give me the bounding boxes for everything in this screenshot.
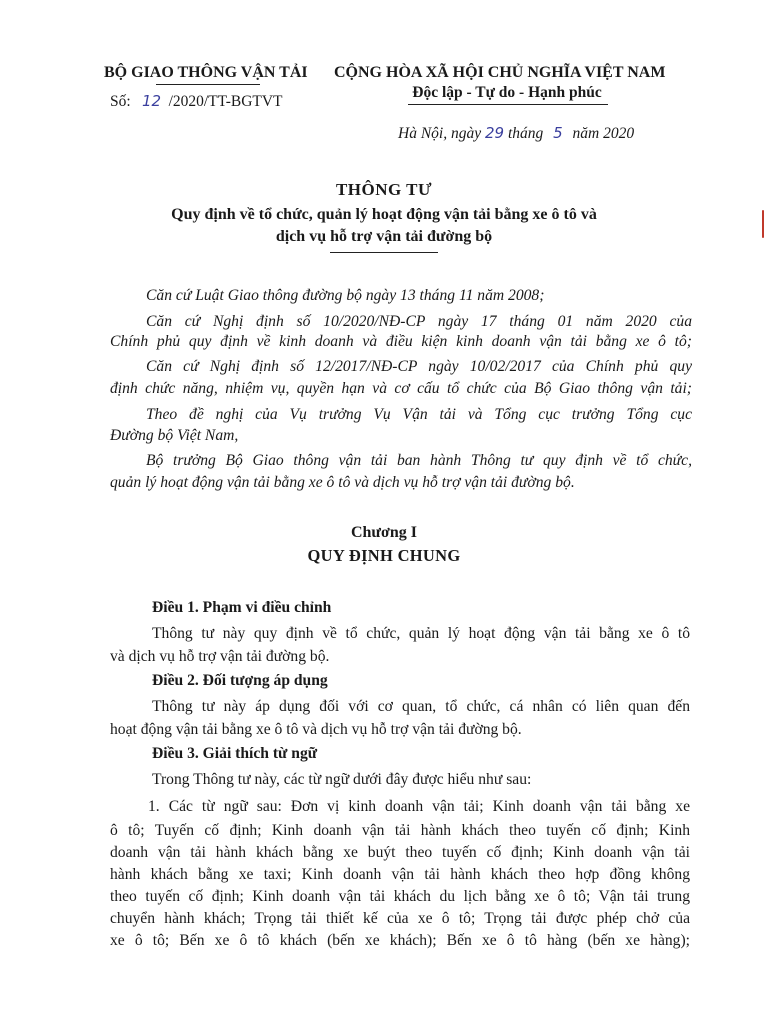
preamble-p5-l1: Bộ trưởng Bộ Giao thông vận tải ban hành Thông tư quy định về tổ chức, xyxy=(146,452,692,469)
article-3-line: ô tô; Tuyến cố định; Kinh doanh vận tải hành khách theo tuyến cố định; Kinh xyxy=(110,822,690,839)
title-underline xyxy=(330,252,438,253)
preamble-p3-l1: Căn cứ Nghị định số 12/2017/NĐ-CP ngày 10/02/2017 của Chính phủ quy xyxy=(146,358,692,375)
article-3-line: doanh vận tải hành khách bằng xe buýt theo tuyến cố định; Kinh doanh vận tải xyxy=(110,844,690,861)
article-3-line: theo tuyến cố định; Kinh doanh vận tải khách du lịch bằng xe ô tô; Vận tải trung xyxy=(110,888,690,905)
date-year: năm 2020 xyxy=(572,125,635,142)
date-day: 29 xyxy=(484,124,505,142)
article-2-l1: Thông tư này áp dụng đối với cơ quan, tổ chức, cá nhân có liên quan đến xyxy=(152,698,690,715)
article-2-l2: hoạt động vận tải bằng xe ô tô và dịch vụ hỗ trợ vận tải đường bộ. xyxy=(110,721,522,738)
document-number xyxy=(110,92,283,111)
date-prefix: Hà Nội, ngày xyxy=(398,125,482,142)
doc-type-title: THÔNG TƯ xyxy=(335,180,433,199)
motto-underline xyxy=(408,104,608,105)
preamble-p4-l2: Đường bộ Việt Nam, xyxy=(110,427,239,444)
ministry-name: BỘ GIAO THÔNG VẬN TẢI xyxy=(104,64,308,81)
chapter-title: QUY ĐỊNH CHUNG xyxy=(307,546,461,565)
article-2-title: Điều 2. Đối tượng áp dụng xyxy=(152,672,328,689)
motto: Độc lập - Tự do - Hạnh phúc xyxy=(412,84,602,101)
article-3-intro: Trong Thông tư này, các từ ngữ dưới đây được hiểu như sau: xyxy=(152,771,532,788)
article-3-title: Điều 3. Giải thích từ ngữ xyxy=(152,745,318,762)
number-prefix: Số: xyxy=(110,93,131,110)
article-3-line: 1. Các từ ngữ sau: Đơn vị kinh doanh vận tải; Kinh doanh vận tải bằng xe xyxy=(148,798,690,815)
issue-date xyxy=(398,124,634,143)
article-1-title: Điều 1. Phạm vi điều chỉnh xyxy=(152,599,332,616)
preamble-p2-l1: Căn cứ Nghị định số 10/2020/NĐ-CP ngày 17 tháng 01 năm 2020 của xyxy=(146,313,692,330)
republic-name: CỘNG HÒA XÃ HỘI CHỦ NGHĨA VIỆT NAM xyxy=(334,64,666,81)
date-month-label: tháng xyxy=(507,125,544,142)
article-3-line: xe ô tô; Bến xe ô tô khách (bến xe khách); Bến xe ô tô hàng (bến xe hàng); xyxy=(110,932,690,949)
chapter-label: Chương I xyxy=(350,524,418,541)
preamble-p5-l2: quản lý hoạt động vận tải bằng xe ô tô và dịch vụ hỗ trợ vận tải đường bộ. xyxy=(110,474,575,491)
ministry-underline xyxy=(156,84,260,85)
article-3-line: hành khách bằng xe taxi; Kinh doanh vận tải hành khách theo hợp đồng không xyxy=(110,866,690,883)
preamble-p4-l1: Theo đề nghị của Vụ trưởng Vụ Vận tải và Tổng cục trưởng Tổng cục xyxy=(146,406,692,423)
seal-edge-mark xyxy=(762,210,764,238)
preamble-p1: Căn cứ Luật Giao thông đường bộ ngày 13 tháng 11 năm 2008; xyxy=(146,287,545,304)
preamble-p3-l2: định chức năng, nhiệm vụ, quyền hạn và cơ cấu tổ chức của Bộ Giao thông vận tải; xyxy=(110,380,692,397)
article-1-l2: và dịch vụ hỗ trợ vận tải đường bộ. xyxy=(110,648,330,665)
article-3-line: chuyển hành khách; Trọng tải thiết kế của xe ô tô; Trọng tải được phép chở của xyxy=(110,910,690,927)
doc-subject-line1: Quy định về tổ chức, quản lý hoạt động vận tải bằng xe ô tô và xyxy=(171,206,597,223)
doc-subject-line2: dịch vụ hỗ trợ vận tải đường bộ xyxy=(275,228,493,245)
preamble-p2-l2: Chính phủ quy định về kinh doanh và điều kiện kinh doanh vận tải bằng xe ô tô; xyxy=(110,333,692,350)
number-handwritten: 12 xyxy=(142,92,162,110)
article-1-l1: Thông tư này quy định về tổ chức, quản lý hoạt động vận tải bằng xe ô tô xyxy=(152,625,690,642)
date-month: 5 xyxy=(553,124,563,142)
number-suffix: /2020/TT-BGTVT xyxy=(168,93,283,110)
